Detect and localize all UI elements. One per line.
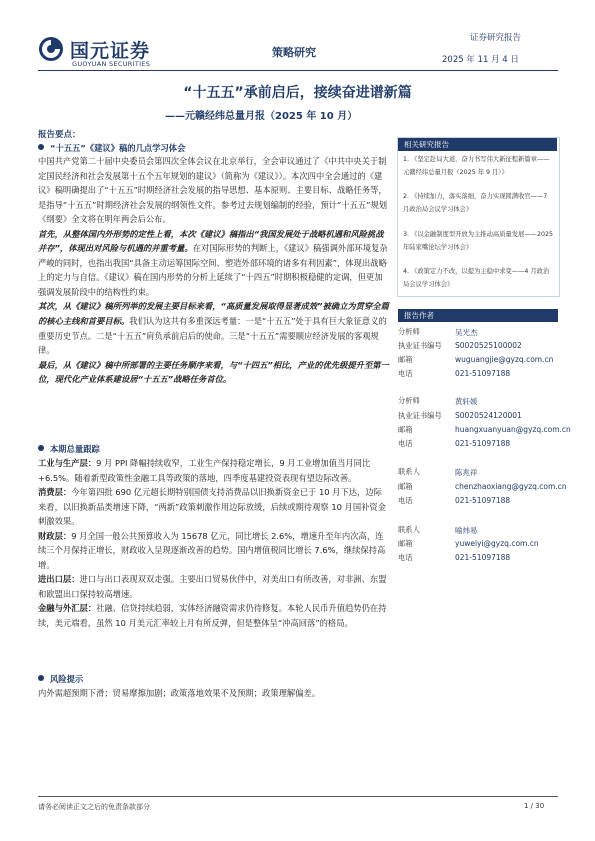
company-logo-icon [38, 36, 64, 62]
paragraph-text: 在对国际形势的判断上，《建议》稿强调外部环境复杂严峻的同时，也指出我国“具备主动运筹国际空间、塑造外部环境的诸多有利因素”，体现出战略上的定力与自信。《建议》稿在国内形势的分析上延续了“十四五”时期积极稳健的定调，但更加强调发展阶段中的结构性约束。 [38, 243, 388, 297]
email-label: 邮箱 [398, 482, 413, 491]
phone-label: 电话 [398, 553, 413, 562]
phone-label: 电话 [398, 369, 413, 378]
item-number: 4. [403, 268, 410, 275]
contact-name: 喻炜易 [455, 526, 478, 535]
paragraph-first [38, 227, 389, 300]
contact-role: 联系人 [398, 525, 420, 534]
report-title: “十五五”承前启后，接续奋进谱新篇 [183, 85, 412, 101]
item-number: 3. [403, 231, 410, 238]
paragraph-third [38, 358, 389, 387]
contact-phone: 021-51097188 [455, 553, 511, 562]
item-text: 《持续加力，落实落细，奋力实现圆满收官——7 月政治局会议学习体会》 [403, 193, 548, 213]
cert-label: 执业证书编号 [398, 341, 442, 350]
contact-phone: 021-51097188 [455, 496, 511, 505]
report-date: 2025 年 11 月 4 日 [442, 55, 519, 65]
phone-label: 电话 [398, 439, 413, 448]
key-points-label: 报告要点： [38, 130, 81, 140]
email-label: 邮箱 [398, 355, 413, 364]
disclaimer-note: 请务必阅读正文之后的免责条款部分 [38, 803, 150, 811]
author-phone: 021-51097188 [455, 369, 511, 378]
section-heading-text: 本期总量跟踪 [50, 444, 100, 454]
section-body-suggestions [38, 154, 389, 387]
tracking-label: 金融与外汇层： [38, 603, 97, 614]
tracking-text: 社融、信贷持续趋弱，实体经济融资需求仍待修复。本轮人民币升值趋势仍在持续，美元端看，虽然 10 月美元汇率较上月有所反弹，但是整体呈“冲高回落”的格局。 [38, 603, 387, 629]
item-number: 1. [403, 156, 410, 163]
email-label: 邮箱 [398, 539, 413, 548]
related-research-header [398, 138, 557, 151]
paragraph-bold-lead: 其次，从《建议》稿所列举的发展主要目标来看，“高质量发展取得显著成效”被确立为贯穿全篇的核心主线和首要目标。 [38, 301, 389, 327]
related-research-item[interactable] [403, 229, 553, 254]
item-text: 《坚定赴局大道，奋力书写伟大新征程新篇章——元赣经纬总量月报（2025 年 9 月）》 [403, 156, 550, 176]
related-research-item[interactable] [403, 154, 553, 179]
section-heading-tracking [38, 443, 100, 455]
author-email[interactable]: wuguangjie@gyzq.com.cn [455, 355, 554, 364]
section-heading-suggestions [38, 142, 185, 154]
tracking-text: 9 月 PPI 降幅持续收窄，工业生产保持稳定增长，9 月工业增加值当月同比+6.5%。随着新型政策性金融工具等政策的落地，四季度基建投资表现有望边际改善。 [38, 458, 371, 483]
page-number: 1 / 30 [524, 802, 545, 810]
contact-name: 陈兆祥 [455, 468, 478, 477]
phone-label: 电话 [398, 496, 413, 505]
author-phone: 021-51097188 [455, 439, 511, 448]
tracking-label: 消费层： [38, 487, 72, 498]
author-role: 分析师 [398, 396, 420, 405]
tracking-label: 工业与生产层： [38, 458, 97, 468]
paragraph-second [38, 299, 389, 357]
tracking-industry [38, 456, 389, 485]
item-text: 《以金融制度型开放为主推动高质量发展——2025 年陆家嘴论坛学习体会》 [403, 231, 553, 251]
paragraph-bold-lead: 首先，从整体国内外形势的定性上看，本次《建议》稿指出“我国发展处于战略机遇和风险挑战并存”，体现出对风险与机遇的并重考量。 [38, 228, 384, 254]
section-heading-text: 风险提示 [50, 674, 84, 684]
tracking-text: 今年第四批 690 亿元超长期特别国债支持消费品以旧换新资金已于 10 月下达，边际来看，以旧换新品类增速下降，“两新”政策刺激作用边际放缓，后续或期待观察 10 月国补资金刺激效果。 [38, 487, 387, 527]
section-heading-risk [38, 673, 83, 685]
related-research-item[interactable] [403, 191, 553, 216]
paragraph-text: 我们认为这共有多重深远考量：一是“十五五”处于具有巨大象征意义的重要历史节点。二是“十五五”肩负承前启后的使命。三是“十五五”需要顺应经济发展的客观规律。 [38, 316, 387, 356]
header-divider [38, 70, 558, 71]
tracking-label: 进出口层： [38, 574, 80, 585]
email-label: 邮箱 [398, 425, 413, 434]
risk-text: 内外需超预期下滑；贸易摩擦加剧；政策落地效果不及预期；政策理解偏差。 [38, 688, 321, 698]
tracking-consumption [38, 485, 389, 529]
footer-divider [38, 796, 558, 797]
author-name: 吴光杰 [455, 328, 478, 337]
tracking-trade [38, 572, 389, 601]
bullet-dot-icon [38, 445, 44, 451]
tracking-text: 进口与出口表现双双走强。主要出口贸易伙伴中，对美出口有所改善，对非洲、东盟和欧盟出口保持较高增速。 [38, 574, 387, 599]
report-series: 证券研究报告 [470, 33, 522, 43]
cert-label: 执业证书编号 [398, 411, 442, 420]
report-subtitle: ——元赣经纬总量月报（2025 年 10 月） [165, 111, 358, 122]
company-name-cn: 国元证券 [70, 40, 151, 62]
cert-number: S0020525100002 [455, 341, 522, 350]
tracking-label: 财政层： [38, 530, 72, 541]
paragraph-intro: 中国共产党第二十届中央委员会第四次全体会议在北京举行，全会审议通过了《中共中央关于制定国民经济和社会发展第十五个五年规划的建议》（简称为《建议》）。本次四中全会通过的《建议》稿明确提出了“十五五”时期经济社会发展的指导思想、基本原则、主要目标、战略任务等，是指导“十五五”时期经济社会发展的纲领性文件。参考过去规划编制的经验，预计“十五五”规划《纲要》全文将在明年两会后公布。 [38, 156, 388, 225]
tracking-text: 9 月全国一般公共预算收入为 15678 亿元，同比增长 2.6%，增速升至年内次高，连续三个月保持正增长，财政收入呈现逐渐改善的趋势。国内增值税同比增长 7.6%，继续保持高增。 [38, 530, 386, 570]
section-heading-text: “十五五”《建议》稿的几点学习体会 [50, 143, 186, 153]
contact-role: 联系人 [398, 467, 420, 476]
item-text: 《政策定力不改，以提为主稳中求变——4 月政治局会议学习体会》 [403, 268, 550, 288]
cert-number: S0020524120001 [455, 411, 522, 420]
related-research-item[interactable] [403, 266, 553, 291]
section-body-tracking [38, 456, 389, 631]
contact-email[interactable]: yuweiyi@gyzq.com.cn [455, 539, 539, 548]
authors-header [398, 309, 558, 322]
author-name: 黄轩媛 [455, 397, 478, 406]
tracking-fiscal [38, 529, 389, 573]
contact-email[interactable]: chenzhaoxiang@gyzq.com.cn [455, 482, 567, 491]
related-research-title: 相关研究报告 [404, 140, 449, 149]
bullet-dot-icon [38, 675, 44, 681]
item-number: 2. [403, 193, 410, 200]
report-type: 策略研究 [272, 46, 316, 59]
author-email[interactable]: huangxuanyuan@gyzq.com.cn [455, 425, 571, 434]
bullet-dot-icon [38, 144, 44, 150]
author-role: 分析师 [398, 327, 420, 336]
tracking-finance [38, 601, 389, 630]
company-name-en: GUOYUAN SECURITIES [72, 60, 151, 68]
authors-title: 报告作者 [404, 311, 434, 320]
paragraph-bold-lead: 最后，从《建议》稿中所部署的主要任务顺序来看，与“十四五”相比，产业的优先级提升至第一位，现代化产业体系建设居“十五五”战略任务首位。 [38, 359, 389, 385]
